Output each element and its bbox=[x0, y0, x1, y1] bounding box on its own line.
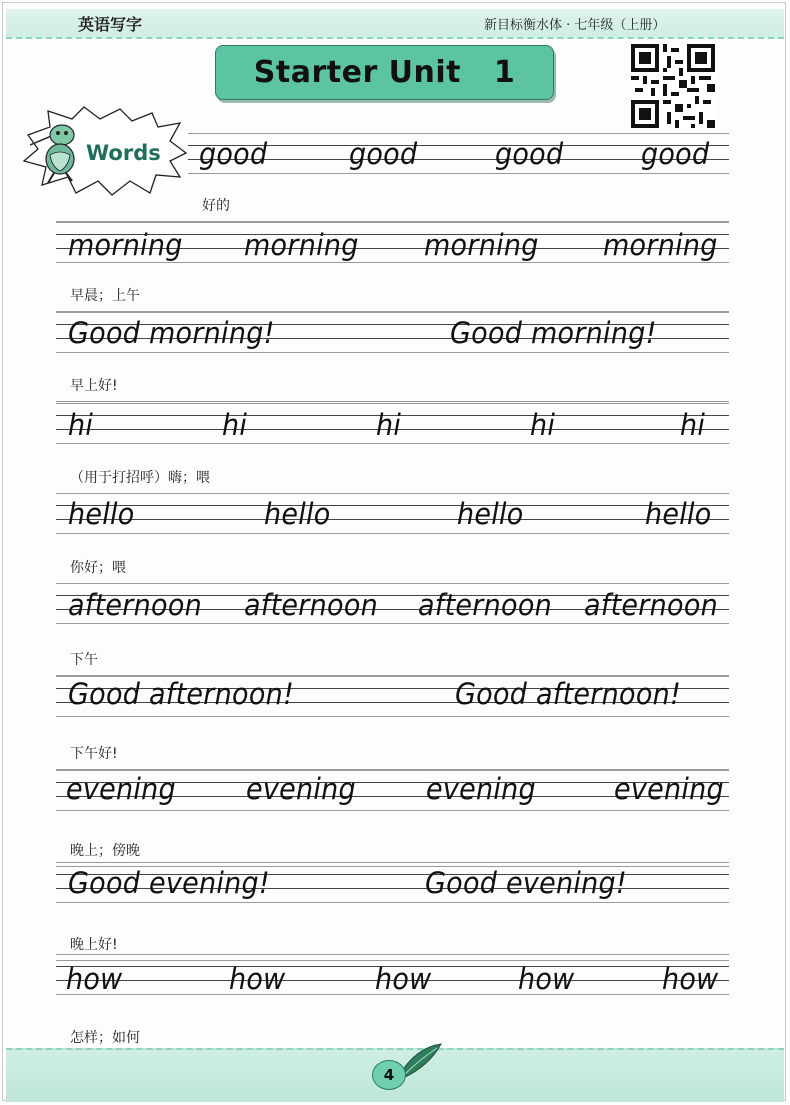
unit-title: Starter Unit 1 bbox=[253, 55, 516, 90]
ruling-line bbox=[56, 770, 729, 771]
practice-word: hi bbox=[530, 408, 556, 442]
practice-word: morning bbox=[68, 228, 183, 262]
ruling-line bbox=[56, 262, 729, 263]
practice-word: how bbox=[229, 962, 286, 996]
word-gloss: （用于打招呼）嗨；喂 bbox=[70, 470, 210, 486]
practice-word: afternoon bbox=[68, 588, 202, 622]
practice-word: hi bbox=[376, 408, 402, 442]
header-left-label: 英语写字 bbox=[78, 15, 143, 34]
words-badge-label: Words bbox=[86, 141, 161, 165]
ruling-line bbox=[56, 533, 729, 534]
practice-word: Good evening! bbox=[68, 866, 270, 900]
practice-word: Good morning! bbox=[450, 316, 657, 350]
ruling-line bbox=[56, 505, 729, 506]
practice-word: Good afternoon! bbox=[68, 677, 295, 711]
practice-word: how bbox=[375, 962, 432, 996]
practice-word: how bbox=[662, 962, 719, 996]
practice-word: Good morning! bbox=[68, 316, 275, 350]
ruling-line bbox=[56, 443, 729, 444]
practice-word: afternoon bbox=[584, 588, 718, 622]
word-gloss: 你好；喂 bbox=[70, 560, 126, 576]
practice-word: morning bbox=[244, 228, 359, 262]
word-gloss: 好的 bbox=[202, 198, 230, 214]
practice-word: morning bbox=[424, 228, 539, 262]
word-gloss: 晚上好! bbox=[70, 937, 118, 953]
word-gloss: 怎样；如何 bbox=[70, 1030, 140, 1046]
ruling-line bbox=[56, 960, 729, 961]
ruling-line bbox=[56, 583, 729, 584]
practice-word: how bbox=[66, 962, 123, 996]
practice-word: afternoon bbox=[418, 588, 552, 622]
practice-word: hi bbox=[222, 408, 248, 442]
practice-word: Good afternoon! bbox=[455, 677, 682, 711]
ruling-line bbox=[188, 173, 729, 174]
ruling-line bbox=[56, 623, 729, 624]
word-gloss: 晚上；傍晚 bbox=[70, 843, 140, 859]
word-gloss: 早晨；上午 bbox=[70, 288, 140, 304]
practice-word: hello bbox=[68, 497, 135, 531]
ruling-line bbox=[56, 312, 729, 313]
practice-word: Good evening! bbox=[425, 866, 627, 900]
ruling-line bbox=[56, 401, 729, 402]
practice-word: evening bbox=[66, 772, 176, 806]
practice-word: hello bbox=[264, 497, 331, 531]
page-number: 4 bbox=[372, 1060, 406, 1090]
practice-word: evening bbox=[614, 772, 724, 806]
practice-word: how bbox=[518, 962, 575, 996]
ruling-line bbox=[56, 862, 729, 863]
ruling-line bbox=[56, 403, 729, 404]
practice-word: good bbox=[495, 137, 564, 171]
ruling-line bbox=[56, 716, 729, 717]
practice-word: hello bbox=[457, 497, 524, 531]
word-gloss: 下午 bbox=[70, 652, 98, 668]
practice-word: good bbox=[199, 137, 268, 171]
ruling-line bbox=[56, 902, 729, 903]
ruling-line bbox=[188, 133, 729, 134]
practice-word: morning bbox=[603, 228, 718, 262]
practice-word: hi bbox=[68, 408, 94, 442]
word-gloss: 下午好! bbox=[70, 746, 118, 762]
practice-word: good bbox=[641, 137, 710, 171]
ruling-line bbox=[56, 954, 729, 955]
practice-word: good bbox=[349, 137, 418, 171]
ruling-line bbox=[56, 352, 729, 353]
practice-word: hello bbox=[645, 497, 712, 531]
word-gloss: 早上好! bbox=[70, 378, 118, 394]
ruling-line bbox=[56, 493, 729, 494]
ruling-line bbox=[56, 222, 729, 223]
practice-word: afternoon bbox=[244, 588, 378, 622]
ruling-line bbox=[56, 810, 729, 811]
ruling-line bbox=[56, 519, 729, 520]
header-right-label: 新目标衡水体 · 七年级（上册） bbox=[484, 18, 666, 33]
practice-word: evening bbox=[246, 772, 356, 806]
practice-word: evening bbox=[426, 772, 536, 806]
practice-word: hi bbox=[680, 408, 706, 442]
